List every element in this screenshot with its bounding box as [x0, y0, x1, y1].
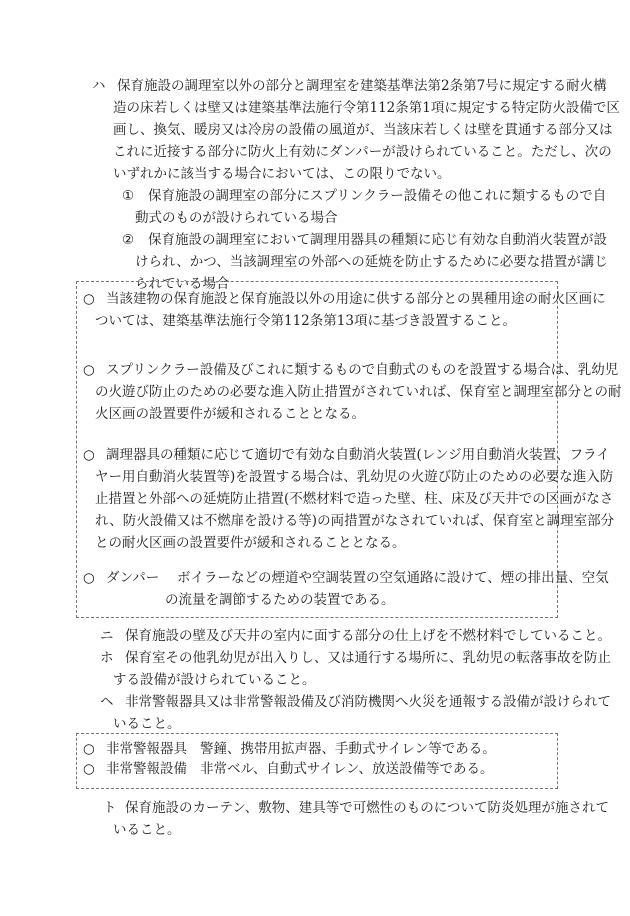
- text-line: 保育施設のカーテン、敷物、建具等で可燃性のものについて防炎処理が施されて: [125, 800, 609, 816]
- text-line: いること。: [113, 822, 181, 838]
- text-line: いずれかに該当する場合においては、この限りでない。: [113, 166, 451, 182]
- item-label: ニ: [100, 628, 114, 644]
- text-line: との耐火区画の設置要件が緩和されることとなる。: [95, 535, 406, 551]
- text-line: の火遊び防止のための必要な進入防止措置がされていれば、保育室と調理室部分との耐: [95, 384, 622, 400]
- bullet: ○: [83, 761, 95, 777]
- text-line: られている場合: [135, 276, 230, 292]
- bullet: ○: [83, 741, 95, 757]
- item-label: ①: [122, 188, 135, 204]
- text-line: 保育施設の調理室以外の部分と調理室を建築基準法第2条第7号に規定する耐火構: [117, 78, 607, 94]
- text-line: 造の床若しくは壁又は建築基準法施行令第112条第1項に規定する特定防火設備で区: [113, 100, 620, 116]
- text-line: 動式のものが設けられている場合: [135, 210, 338, 226]
- description: 警鐘、携帯用拡声器、手動式サイレン等である。: [200, 741, 496, 757]
- bullet: ○: [83, 447, 95, 463]
- bullet: ○: [83, 570, 95, 586]
- term: 非常警報器具: [106, 741, 187, 757]
- text-line: いること。: [113, 716, 181, 732]
- text-line: の流量を調節するための装置である。: [165, 592, 395, 608]
- text-line: 保育室その他乳幼児が出入りし、又は通行する場所に、乳幼児の転落事故を防止: [125, 650, 611, 666]
- text-line: 火区画の設置要件が緩和されることとなる。: [95, 406, 365, 422]
- text-line: 当該建物の保育施設と保育施設以外の用途に供する部分との異種用途の耐火区画に: [106, 291, 606, 307]
- item-label: ②: [122, 232, 135, 248]
- text-line: 非常警報器具又は非常警報設備及び消防機関へ火災を通報する設備が設けられて: [125, 694, 611, 710]
- item-label: ハ: [92, 78, 106, 94]
- term: ダンパー: [106, 570, 160, 586]
- text-line: ヤー用自動消火装置等)を設置する場合は、乳幼児の火遊び防止のための必要な進入防: [95, 469, 614, 485]
- text-line: 調理器具の種類に応じて適切で有効な自動消火装置(レンジ用自動消火装置、フライ: [106, 447, 610, 463]
- text-line: れ、防火設備又は不燃扉を設ける等)の両措置がなされていれば、保育室と調理室部分: [95, 513, 615, 529]
- item-label: ヘ: [100, 694, 114, 710]
- text-line: 止措置と外部への延焼防止措置(不燃材料で造った壁、柱、床及び天井での区画がなさ: [95, 491, 614, 507]
- description: 非常ベル、自動式サイレン、放送設備等である。: [200, 761, 494, 777]
- text-line: スプリンクラー設備及びこれに類するもので自動式のものを設置する場合は、乳幼児: [106, 362, 619, 378]
- text-line: これに近接する部分に防火上有効にダンパーが設けられていること。ただし、次の: [113, 144, 612, 160]
- term: 非常警報設備: [106, 761, 187, 777]
- text-line: する設備が設けられていること。: [113, 672, 316, 688]
- text-line: 保育施設の調理室の部分にスプリンクラー設備その他これに類するもので自: [148, 188, 607, 204]
- text-line: ついては、建築基準法施行令第112条第13項に基づき設置すること。: [95, 313, 516, 329]
- text-line: 保育施設の壁及び天井の室内に面する部分の仕上げを不燃材料でしていること。: [125, 628, 611, 644]
- text-line: 画し、換気、暖房又は冷房の設備の風道が、当該床若しくは壁を貫通する部分又は: [113, 122, 613, 138]
- bullet: ○: [83, 362, 95, 378]
- bullet: ○: [83, 291, 95, 307]
- item-label: ホ: [100, 650, 114, 666]
- text-line: 保育施設の調理室において調理用器具の種類に応じ有効な自動消火装置が設: [148, 232, 607, 248]
- text-line: ボイラーなどの煙道や空調装置の空気通路に設けて、煙の排出量、空気: [177, 570, 609, 586]
- item-label: ト: [103, 800, 117, 816]
- text-line: けられ、かつ、当該調理室の外部への延焼を防止するために必要な措置が講じ: [135, 254, 608, 270]
